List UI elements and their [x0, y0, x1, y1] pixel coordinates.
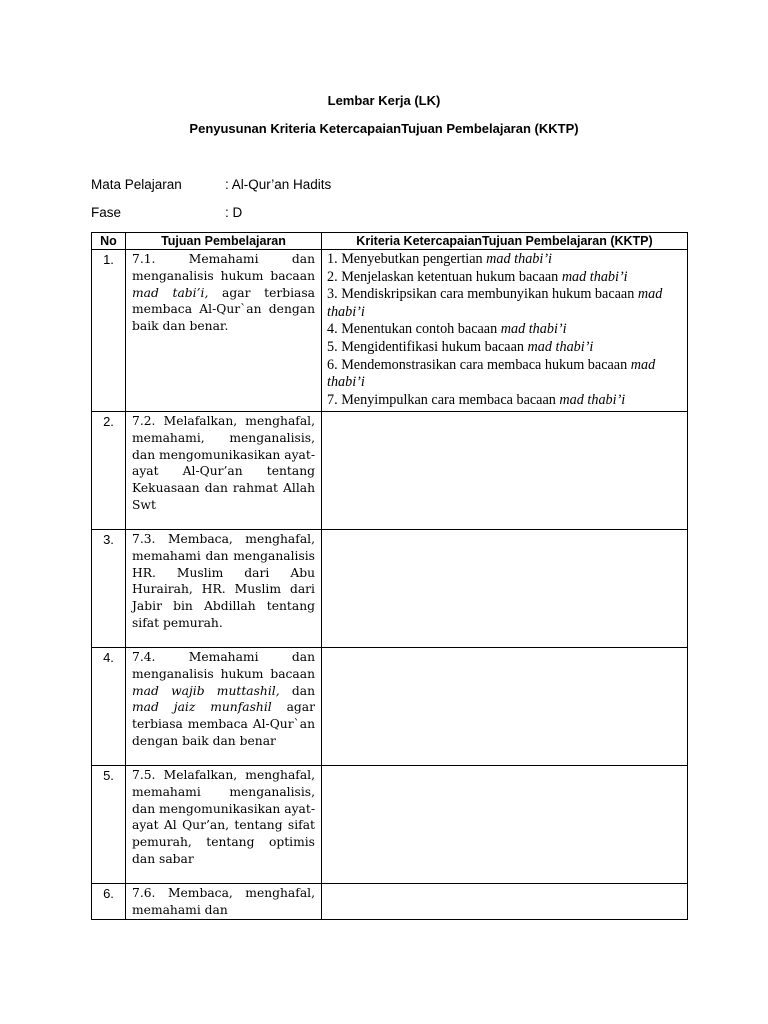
kktp-item: 6. Mendemonstrasikan cara membaca hukum bacaan mad thabi’i	[327, 356, 656, 391]
kktp-cell	[322, 648, 688, 766]
table-row	[92, 530, 688, 648]
kktp-item: 1. Menyebutkan pengertian mad thabi’i	[327, 251, 552, 267]
document-title: Lembar Kerja (LK)	[327, 93, 441, 108]
header-tujuan-pembelajaran: Tujuan Pembelajaran	[126, 233, 322, 250]
header-no: No	[92, 233, 126, 250]
kktp-item: 5. Mengidentifikasi hukum bacaan mad thabi’i	[327, 338, 594, 355]
table-header-row	[92, 233, 688, 250]
kktp-cell	[322, 250, 688, 412]
row-number: 3.	[92, 530, 126, 648]
subject-row	[91, 177, 331, 192]
header-kktp: Kriteria KetercapaianTujuan Pembelajaran (KKTP)	[322, 233, 688, 250]
kktp-cell	[322, 530, 688, 648]
row-number: 2.	[92, 412, 126, 530]
phase-label: Fase	[91, 205, 122, 220]
table-row	[92, 250, 688, 412]
kktp-item: 4. Menentukan contoh bacaan mad thabi’i	[327, 321, 567, 338]
tujuan-cell: 7.2. Melafalkan, menghafal, memahami, menganalisis, dan mengomunikasikan ayat-ayat Al-Qur’an tentang Kekuasaan dan rahmat Allah Swt	[126, 412, 322, 530]
row-number: 1.	[92, 250, 126, 412]
table-row	[92, 884, 688, 920]
tujuan-cell: 7.3. Membaca, menghafal, memahami dan menganalisis HR. Muslim dari Abu Hurairah, HR. Muslim dari Jabir bin Abdillah tentang sifat pemurah.	[126, 530, 322, 648]
tujuan-cell: 7.5. Melafalkan, menghafal, memahami menganalisis, dan mengomunikasikan ayat-ayat Al Qur’an, tentang sifat pemurah, tentang optimis dan sabar	[126, 766, 322, 884]
row-number: 6.	[92, 884, 126, 920]
subject-value: : Al-Qur’an Hadits	[225, 177, 332, 192]
tujuan-cell: 7.4. Memahami dan menganalisis hukum bacaan mad wajib muttashil, dan mad jaiz munfashil agar terbiasa membaca Al-Qur`an dengan baik dan benar	[126, 648, 322, 766]
kktp-cell	[322, 766, 688, 884]
phase-value: : D	[225, 205, 243, 220]
subject-label: Mata Pelajaran	[91, 177, 182, 192]
kktp-item: 2. Menjelaskan ketentuan hukum bacaan mad thabi’i	[327, 268, 628, 285]
document-subtitle: Penyusunan Kriteria KetercapaianTujuan Pembelajaran (KKTP)	[189, 121, 579, 136]
phase-row	[91, 205, 242, 220]
table-row	[92, 412, 688, 530]
row-number: 5.	[92, 766, 126, 884]
kktp-item: 7. Menyimpulkan cara membaca bacaan mad thabi’i	[327, 391, 626, 408]
table-row	[92, 766, 688, 884]
tujuan-cell: 7.1. Memahami dan menganalisis hukum bacaan mad tabi’i, agar terbiasa membaca Al-Qur`an dengan baik dan benar.	[126, 250, 322, 412]
row-number: 4.	[92, 648, 126, 766]
tujuan-cell: 7.6. Membaca, menghafal, memahami dan	[126, 884, 322, 920]
table-row	[92, 648, 688, 766]
kktp-item: 3. Mendiskripsikan cara membunyikan hukum bacaan mad thabi’i	[327, 286, 663, 320]
kktp-cell	[322, 412, 688, 530]
kktp-cell	[322, 884, 688, 920]
kktp-table	[91, 232, 688, 920]
